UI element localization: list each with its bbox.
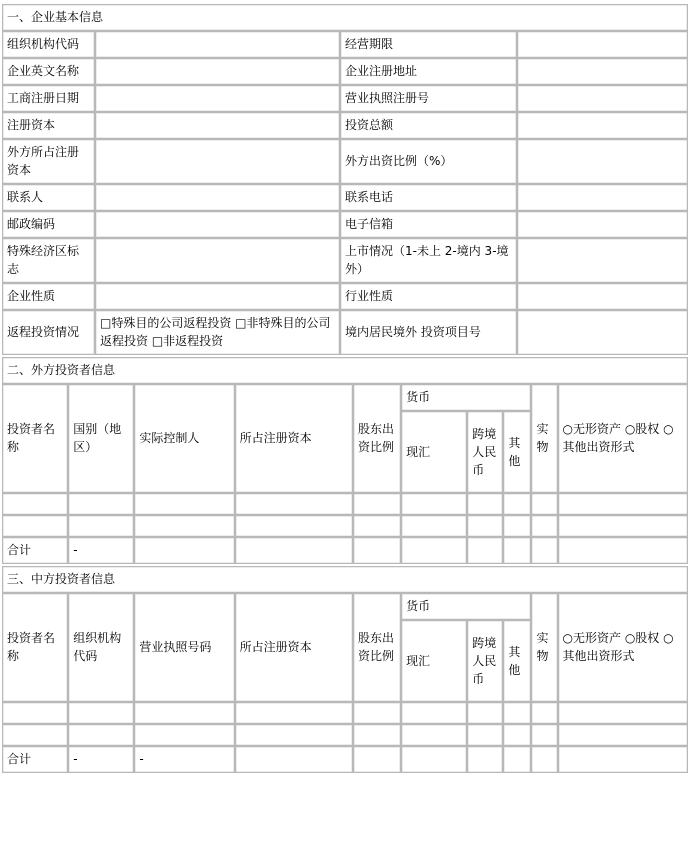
cell-physical-assets[interactable] xyxy=(531,493,557,515)
section-heading-foreign-investors: 二、外方投资者信息 xyxy=(2,357,688,384)
col-header-capital-share: 所占注册资本 xyxy=(235,384,353,493)
col-header-other-investment-forms: ○无形资产 ○股权 ○其他出资形式 xyxy=(558,384,688,493)
total-actual-controller[interactable] xyxy=(134,537,234,564)
cell-shareholder-ratio[interactable] xyxy=(353,493,401,515)
field-input-total-investment[interactable] xyxy=(517,112,688,139)
section-heading-row xyxy=(2,357,688,384)
total-other-currency[interactable] xyxy=(503,537,531,564)
field-input-registered-capital[interactable] xyxy=(95,112,340,139)
cell-shareholder-ratio[interactable] xyxy=(353,724,401,746)
field-input-enterprise-nature[interactable] xyxy=(95,283,340,310)
cell-other-currency[interactable] xyxy=(503,515,531,537)
cell-capital-share[interactable] xyxy=(235,702,353,724)
col-header-capital-share: 所占注册资本 xyxy=(235,593,353,702)
total-label: 合计 xyxy=(2,746,68,773)
field-label-foreign-capital: 外方所占注册资本 xyxy=(2,139,95,184)
col-header-currency-group: 货币 xyxy=(401,384,531,411)
field-label-enterprise-nature: 企业性质 xyxy=(2,283,95,310)
total-shareholder-ratio[interactable] xyxy=(353,537,401,564)
cell-shareholder-ratio[interactable] xyxy=(353,515,401,537)
col-header-cross-border-rmb: 跨境人民币 xyxy=(467,620,503,702)
col-header-currency-group: 货币 xyxy=(401,593,531,620)
table-row xyxy=(2,283,688,310)
table-header-row xyxy=(2,593,688,620)
total-cash[interactable] xyxy=(401,746,467,773)
table-header-row xyxy=(2,384,688,411)
total-business-license-no: - xyxy=(134,746,234,773)
field-input-english-name[interactable] xyxy=(95,58,340,85)
table-row xyxy=(2,211,688,238)
field-input-special-zone[interactable] xyxy=(95,238,340,283)
field-label-operation-period: 经营期限 xyxy=(340,31,517,58)
col-header-shareholder-ratio: 股东出资比例 xyxy=(353,384,401,493)
field-input-postal-code[interactable] xyxy=(95,211,340,238)
field-label-registered-address: 企业注册地址 xyxy=(340,58,517,85)
total-cross-border-rmb[interactable] xyxy=(467,537,503,564)
total-capital-share[interactable] xyxy=(235,746,353,773)
cell-cross-border-rmb[interactable] xyxy=(467,515,503,537)
cell-investor-name[interactable] xyxy=(2,515,68,537)
field-label-total-investment: 投资总额 xyxy=(340,112,517,139)
cell-capital-share[interactable] xyxy=(235,515,353,537)
field-input-contact-phone[interactable] xyxy=(517,184,688,211)
field-input-contact-person[interactable] xyxy=(95,184,340,211)
col-header-investor-name: 投资者名称 xyxy=(2,384,68,493)
cell-business-license-no[interactable] xyxy=(134,702,234,724)
cell-other-currency[interactable] xyxy=(503,702,531,724)
cell-country[interactable] xyxy=(68,493,134,515)
cell-other-investment-forms[interactable] xyxy=(558,702,688,724)
total-cross-border-rmb[interactable] xyxy=(467,746,503,773)
col-header-org-code: 组织机构代码 xyxy=(68,593,134,702)
field-input-org-code[interactable] xyxy=(95,31,340,58)
table-row xyxy=(2,493,688,515)
cell-cross-border-rmb[interactable] xyxy=(467,702,503,724)
basic-info-table xyxy=(2,4,688,355)
cell-shareholder-ratio[interactable] xyxy=(353,702,401,724)
table-row xyxy=(2,238,688,283)
total-cash[interactable] xyxy=(401,537,467,564)
cell-other-currency[interactable] xyxy=(503,493,531,515)
field-label-registered-capital: 注册资本 xyxy=(2,112,95,139)
cell-org-code[interactable] xyxy=(68,702,134,724)
col-header-cross-border-rmb: 跨境人民币 xyxy=(467,411,503,493)
table-row xyxy=(2,139,688,184)
cell-physical-assets[interactable] xyxy=(531,515,557,537)
total-country: - xyxy=(68,537,134,564)
total-other-investment-forms[interactable] xyxy=(558,537,688,564)
total-physical-assets[interactable] xyxy=(531,746,557,773)
cell-cross-border-rmb[interactable] xyxy=(467,493,503,515)
foreign-investors-table xyxy=(2,357,688,564)
total-capital-share[interactable] xyxy=(235,537,353,564)
cell-investor-name[interactable] xyxy=(2,724,68,746)
cell-cash[interactable] xyxy=(401,515,467,537)
cell-physical-assets[interactable] xyxy=(531,724,557,746)
cell-cash[interactable] xyxy=(401,702,467,724)
col-header-investor-name: 投资者名称 xyxy=(2,593,68,702)
field-label-org-code: 组织机构代码 xyxy=(2,31,95,58)
field-input-industry-nature[interactable] xyxy=(517,283,688,310)
table-row xyxy=(2,515,688,537)
cell-physical-assets[interactable] xyxy=(531,702,557,724)
cell-capital-share[interactable] xyxy=(235,493,353,515)
section-heading-row xyxy=(2,566,688,593)
cell-other-investment-forms[interactable] xyxy=(558,515,688,537)
table-total-row xyxy=(2,537,688,564)
col-header-other-currency: 其他 xyxy=(503,411,531,493)
field-label-contact-phone: 联系电话 xyxy=(340,184,517,211)
field-input-registered-address[interactable] xyxy=(517,58,688,85)
cell-cash[interactable] xyxy=(401,493,467,515)
cell-actual-controller[interactable] xyxy=(134,493,234,515)
cell-org-code[interactable] xyxy=(68,724,134,746)
field-label-license-number: 营业执照注册号 xyxy=(340,85,517,112)
cell-cross-border-rmb[interactable] xyxy=(467,724,503,746)
section-heading-row xyxy=(2,4,688,31)
total-org-code: - xyxy=(68,746,134,773)
total-other-investment-forms[interactable] xyxy=(558,746,688,773)
field-input-email[interactable] xyxy=(517,211,688,238)
chinese-investors-table xyxy=(2,566,688,773)
table-row xyxy=(2,112,688,139)
cell-country[interactable] xyxy=(68,515,134,537)
col-header-business-license-no: 营业执照号码 xyxy=(134,593,234,702)
table-row xyxy=(2,184,688,211)
field-input-listing-status[interactable] xyxy=(517,238,688,283)
table-row xyxy=(2,85,688,112)
total-other-currency[interactable] xyxy=(503,746,531,773)
table-row xyxy=(2,310,688,355)
table-row xyxy=(2,724,688,746)
section-heading-chinese-investors: 三、中方投资者信息 xyxy=(2,566,688,593)
col-header-country: 国别（地区） xyxy=(68,384,134,493)
cell-other-investment-forms[interactable] xyxy=(558,724,688,746)
col-header-physical-assets: 实物 xyxy=(531,384,557,493)
field-label-registration-date: 工商注册日期 xyxy=(2,85,95,112)
field-input-overseas-project-no[interactable] xyxy=(517,310,688,355)
field-input-registration-date[interactable] xyxy=(95,85,340,112)
field-label-postal-code: 邮政编码 xyxy=(2,211,95,238)
col-header-shareholder-ratio: 股东出资比例 xyxy=(353,593,401,702)
cell-investor-name[interactable] xyxy=(2,702,68,724)
cell-actual-controller[interactable] xyxy=(134,515,234,537)
field-input-license-number[interactable] xyxy=(517,85,688,112)
field-input-operation-period[interactable] xyxy=(517,31,688,58)
field-label-email: 电子信箱 xyxy=(340,211,517,238)
cell-business-license-no[interactable] xyxy=(134,724,234,746)
field-label-contact-person: 联系人 xyxy=(2,184,95,211)
col-header-other-currency: 其他 xyxy=(503,620,531,702)
section-heading-basic: 一、企业基本信息 xyxy=(2,4,688,31)
table-total-row xyxy=(2,746,688,773)
field-input-foreign-ratio[interactable] xyxy=(517,139,688,184)
cell-capital-share[interactable] xyxy=(235,724,353,746)
table-row xyxy=(2,31,688,58)
cell-cash[interactable] xyxy=(401,724,467,746)
cell-other-currency[interactable] xyxy=(503,724,531,746)
col-header-other-investment-forms: ○无形资产 ○股权 ○其他出资形式 xyxy=(558,593,688,702)
field-label-listing-status: 上市情况（1-未上 2-境内 3-境外） xyxy=(340,238,517,283)
col-header-actual-controller: 实际控制人 xyxy=(134,384,234,493)
cell-investor-name[interactable] xyxy=(2,493,68,515)
field-label-overseas-project-no: 境内居民境外 投资项目号 xyxy=(340,310,517,355)
col-header-physical-assets: 实物 xyxy=(531,593,557,702)
table-row xyxy=(2,702,688,724)
col-header-cash: 现汇 xyxy=(401,620,467,702)
cell-other-investment-forms[interactable] xyxy=(558,493,688,515)
field-label-foreign-ratio: 外方出资比例（%） xyxy=(340,139,517,184)
roundtrip-investment-options[interactable]: □特殊目的公司返程投资 □非特殊目的公司返程投资 □非返程投资 xyxy=(95,310,340,355)
field-label-special-zone: 特殊经济区标志 xyxy=(2,238,95,283)
col-header-cash: 现汇 xyxy=(401,411,467,493)
total-shareholder-ratio[interactable] xyxy=(353,746,401,773)
total-physical-assets[interactable] xyxy=(531,537,557,564)
field-label-english-name: 企业英文名称 xyxy=(2,58,95,85)
field-label-roundtrip-investment: 返程投资情况 xyxy=(2,310,95,355)
table-row xyxy=(2,58,688,85)
field-label-industry-nature: 行业性质 xyxy=(340,283,517,310)
total-label: 合计 xyxy=(2,537,68,564)
field-input-foreign-capital[interactable] xyxy=(95,139,340,184)
